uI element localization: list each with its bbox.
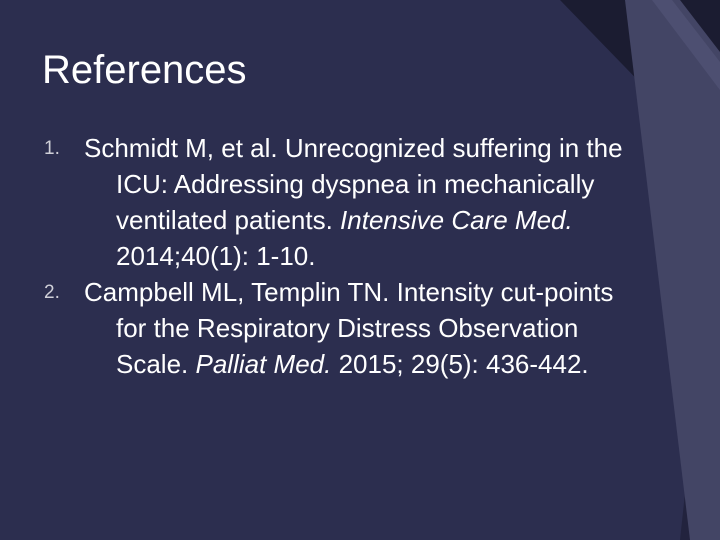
reference-item xyxy=(0,130,636,274)
reference-number: 2. xyxy=(44,282,60,303)
slide-title: References xyxy=(42,48,247,92)
reference-citation: 2015; 29(5): 436-442. xyxy=(338,349,589,379)
reference-journal: Palliat Med. xyxy=(195,349,332,379)
reference-list xyxy=(0,130,720,382)
reference-text: Schmidt M, et al. Unrecognized suffering in the ICU: Addressing dyspnea in mechanically ventilated patients. xyxy=(84,133,623,235)
reference-journal: Intensive Care Med. xyxy=(340,205,573,235)
reference-number: 1. xyxy=(44,138,60,159)
reference-item xyxy=(0,274,636,382)
reference-text: Campbell ML, Templin TN. Intensity cut-points for the Respiratory Distress Observation Scale. xyxy=(84,277,614,379)
reference-citation: 2014;40(1): 1-10. xyxy=(116,241,316,271)
